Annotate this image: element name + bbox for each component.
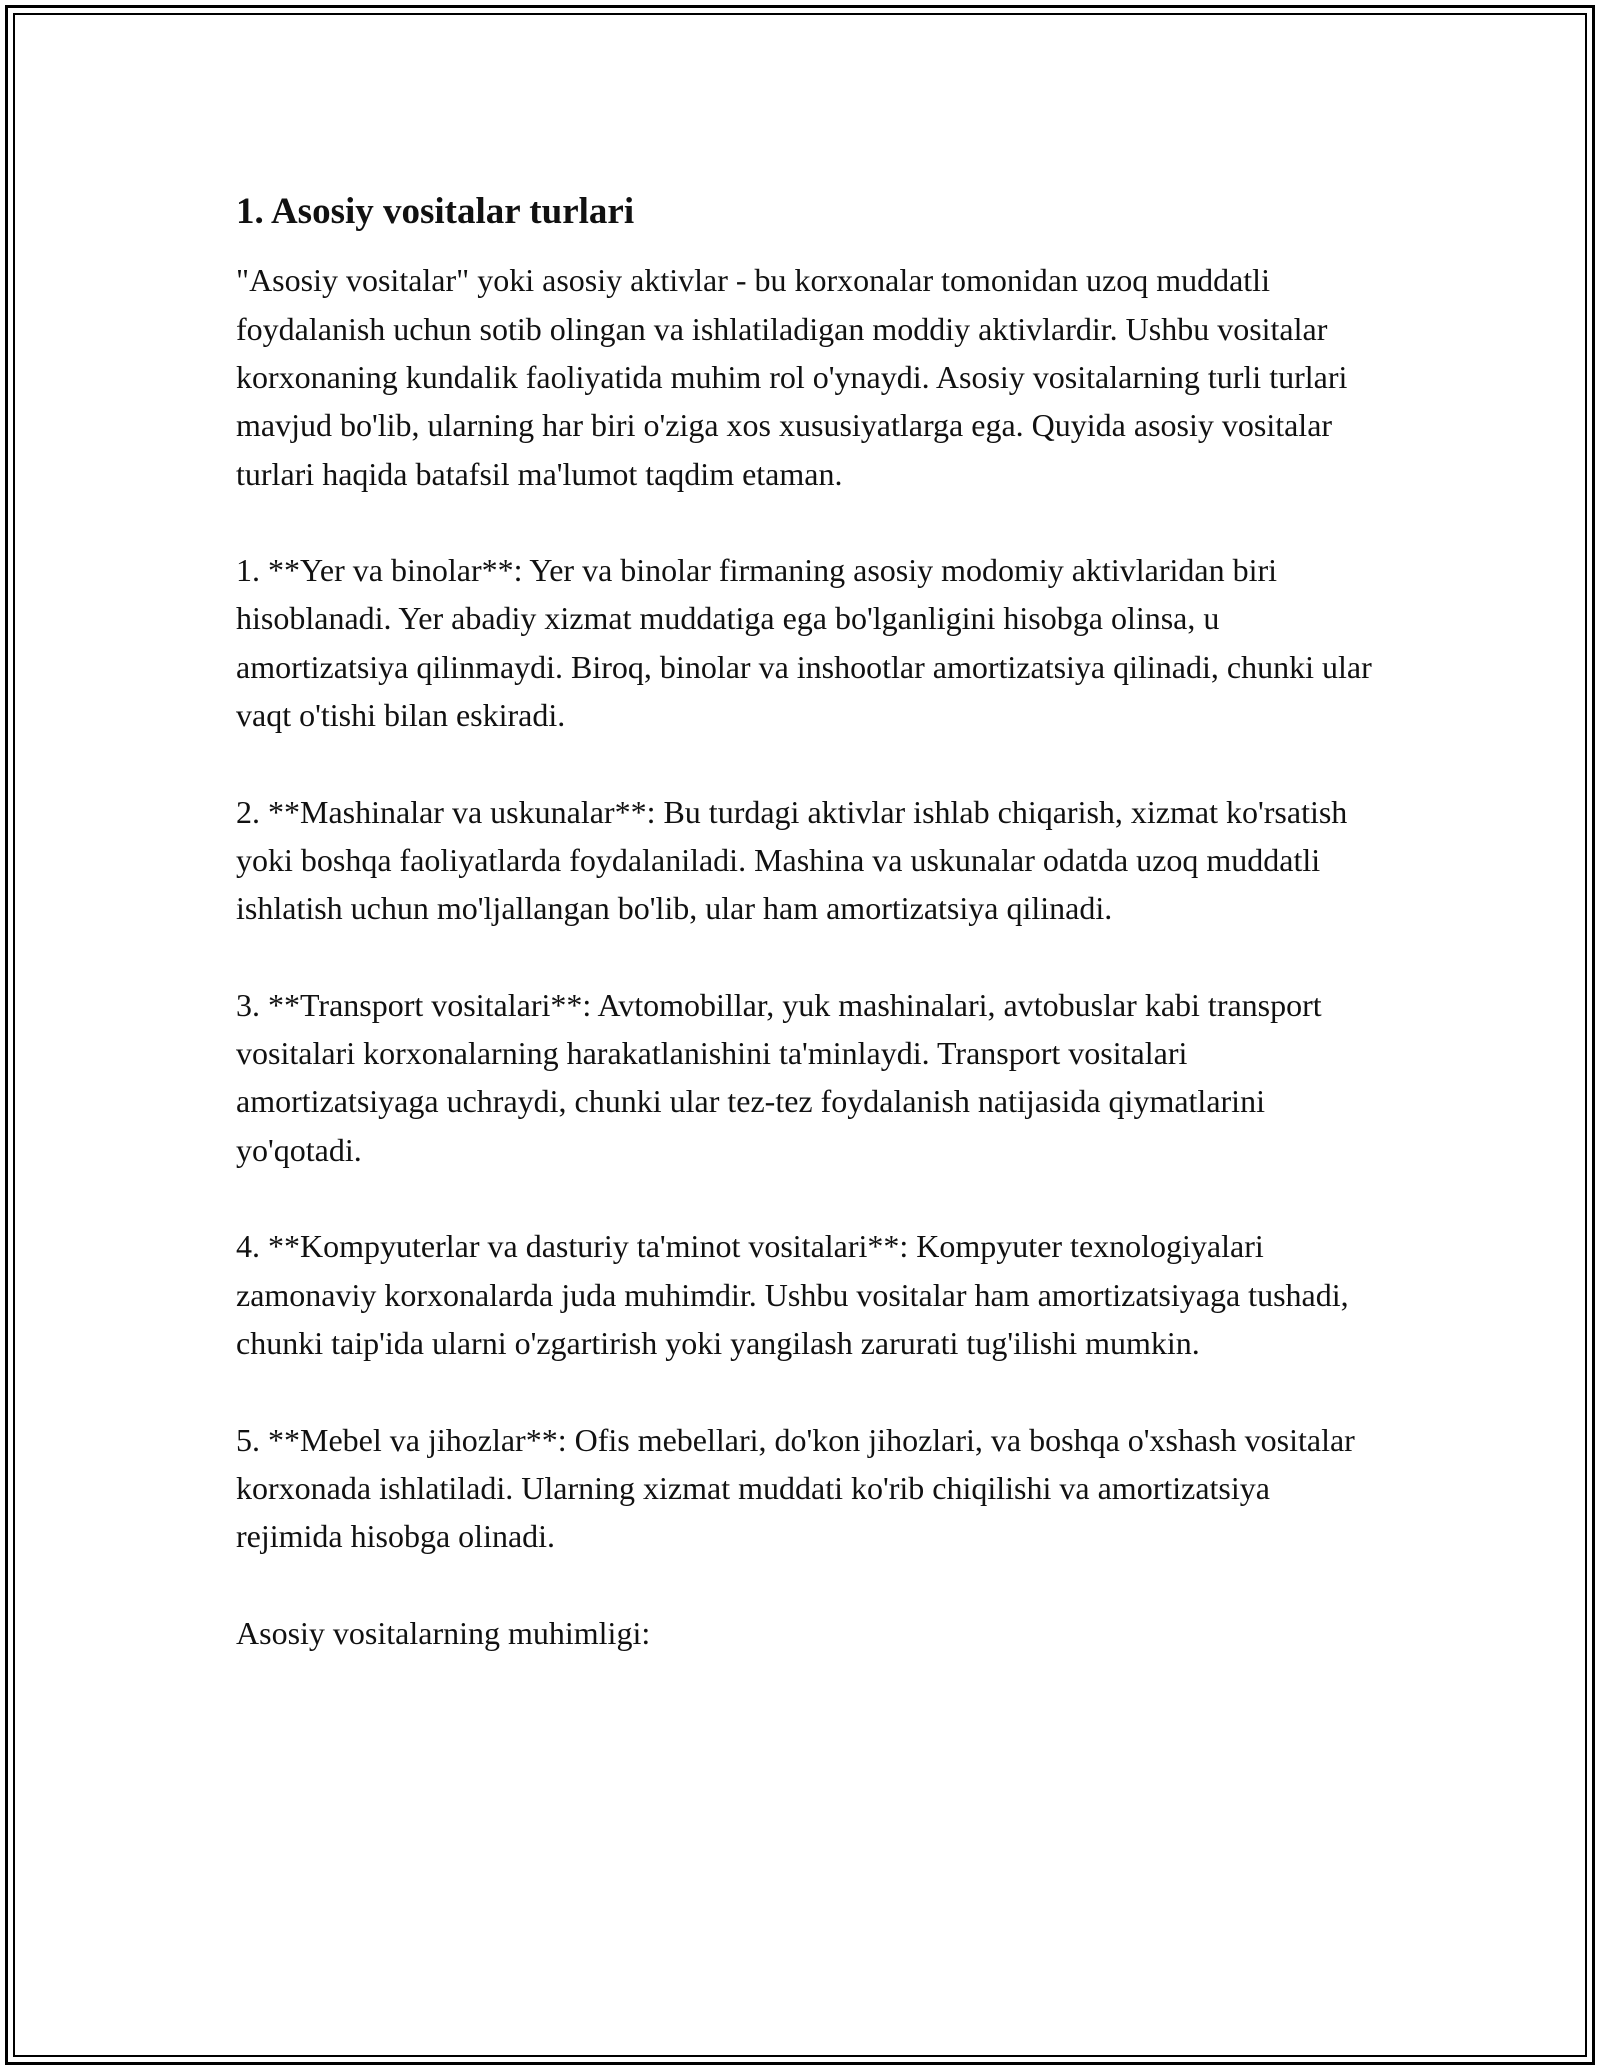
section-heading: 1. Asosiy vositalar turlari bbox=[236, 191, 635, 232]
paragraph-gap bbox=[236, 739, 1376, 787]
list-item-computers: 4. **Kompyuterlar va dasturiy ta'minot vositalari**: Kompyuter texnologiyalari zamonaviy korxonalarda juda muhimdir. Ushbu vositalar ham amortizatsiyaga tushadi, chunki taip'ida ularni o'zgartirish yoki yangilash zarurati tug'ilishi mumkin. bbox=[236, 1228, 1349, 1361]
list-item-furniture: 5. **Mebel va jihozlar**: Ofis mebellari, do'kon jihozlari, va boshqa o'xshash vositalar korxonada ishlatiladi. Ularning xizmat muddati ko'rib chiqilishi va amortizatsiya rejimida hisobga olinadi. bbox=[236, 1421, 1355, 1555]
paragraph-gap bbox=[236, 1367, 1376, 1415]
paragraph-gap bbox=[236, 1174, 1376, 1222]
list-item-transport: 3. **Transport vositalari**: Avtomobillar, yuk mashinalari, avtobuslar kabi transport vositalari korxonalarning harakatlanishini ta'minlaydi. Transport vositalari amortizatsiyaga uchraydi, chunki ular tez-tez foydalanish natijasida qiymatlarini yo'qotadi. bbox=[236, 986, 1322, 1168]
intro-paragraph: "Asosiy vositalar" yoki asosiy aktivlar - bu korxonalar tomonidan uzoq muddatli foydalanish uchun sotib olingan va ishlatiladigan moddiy aktivlardir. Ushbu vositalar korxonaning kundalik faoliyatida muhim rol o'ynaydi. Asosiy vositalarning turli turlari mavjud bo'lib, ularning har biri o'ziga xos xususiyatlarga ega. Quyida asosiy vositalar turlari haqida batafsil ma'lumot taqdim etaman. bbox=[236, 262, 1348, 492]
paragraph-gap bbox=[236, 498, 1376, 546]
paragraph-gap bbox=[236, 933, 1376, 981]
closing-line: Asosiy vositalarning muhimligi: bbox=[236, 1614, 651, 1651]
document-body bbox=[236, 180, 1376, 1657]
list-item-machinery: 2. **Mashinalar va uskunalar**: Bu turdagi aktivlar ishlab chiqarish, xizmat ko'rsatish yoki boshqa faoliyatlarda foydalaniladi. Mashina va uskunalar odatda uzoq muddatli ishlatish uchun mo'ljallangan bo'lib, ular ham amortizatsiya qilinadi. bbox=[236, 793, 1348, 927]
paragraph-gap bbox=[236, 1560, 1376, 1608]
list-item-land-buildings: 1. **Yer va binolar**: Yer va binolar firmaning asosiy modomiy aktivlaridan biri hisoblanadi. Yer abadiy xizmat muddatiga ega bo'lganligini hisobga olinsa, u amortizatsiya qilinmaydi. Biroq, binolar va inshootlar amortizatsiya qilinadi, chunki ular vaqt o'tishi bilan eskiradi. bbox=[236, 552, 1372, 734]
